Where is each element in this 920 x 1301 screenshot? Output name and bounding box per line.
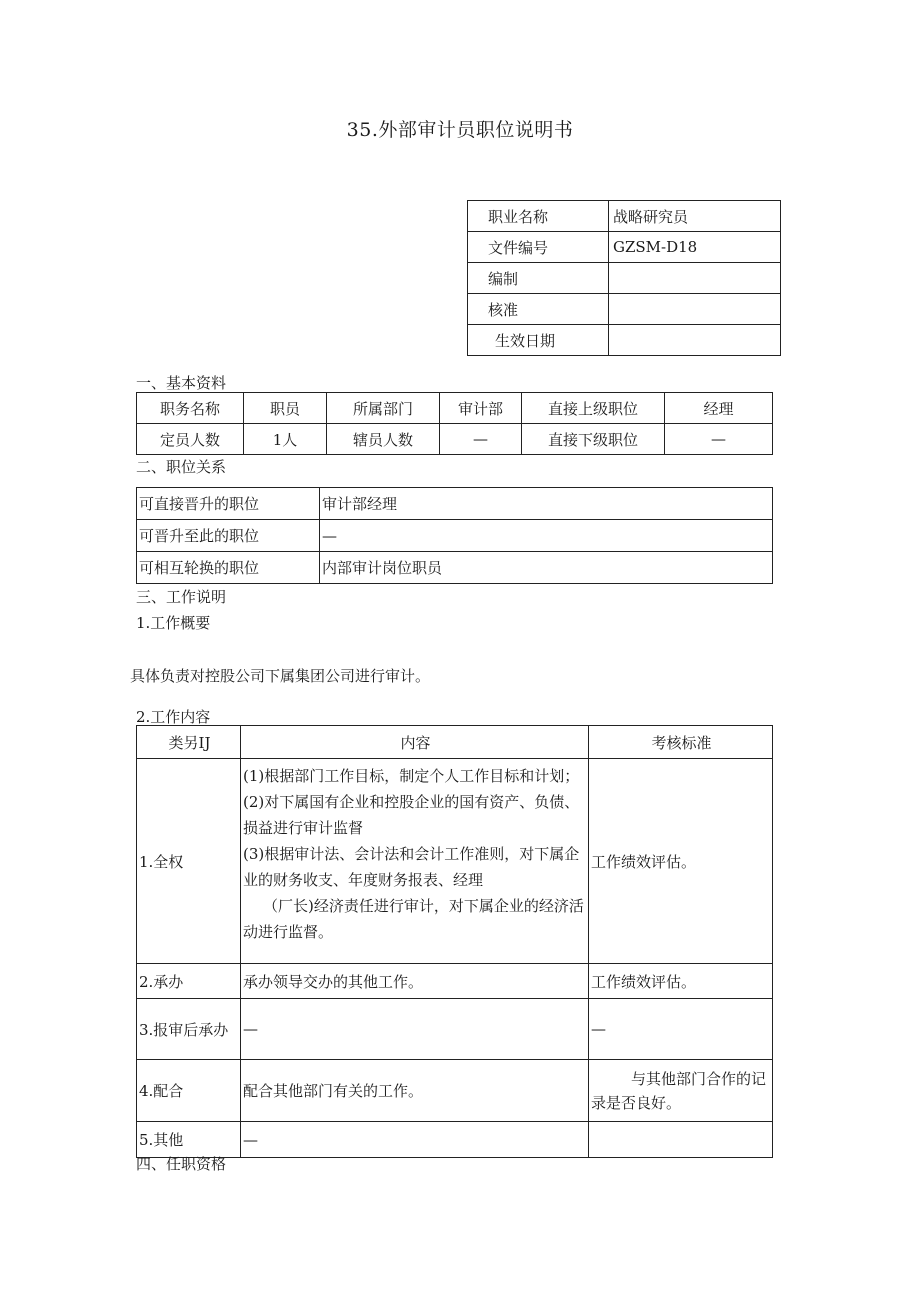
table-cell: —	[665, 424, 773, 455]
work-content: 配合其他部门有关的工作。	[241, 1060, 589, 1122]
meta-row	[468, 201, 781, 232]
document-meta-table	[467, 200, 781, 356]
column-header: 考核标准	[589, 726, 773, 759]
work-category: 1.全权	[137, 759, 241, 964]
work-content	[241, 759, 589, 964]
work-content-table	[136, 725, 773, 1158]
section-basic-info: 一、基本资料	[136, 374, 227, 392]
meta-row	[468, 294, 781, 325]
column-header: 内容	[241, 726, 589, 759]
table-cell: 辖员人数	[327, 424, 440, 455]
meta-label: 核准	[468, 294, 609, 325]
meta-label: 文件编号	[468, 232, 609, 263]
table-cell: 职员	[244, 393, 327, 424]
position-relations-table	[136, 487, 773, 584]
meta-value: 战略研究员	[609, 201, 781, 232]
subsection-work-content: 2.工作内容	[136, 708, 211, 726]
table-cell: 直接下级职位	[522, 424, 665, 455]
table-row	[137, 520, 773, 552]
work-category: 3.报审后承办	[137, 999, 241, 1060]
meta-value: GZSM-D18	[609, 232, 781, 263]
work-category: 4.配合	[137, 1060, 241, 1122]
work-content: —	[241, 1122, 589, 1158]
content-line: （厂长)经济责任进行审计，对下属企业的经济活	[263, 897, 584, 915]
work-standard: 工作绩效评估。	[589, 759, 773, 964]
table-row	[137, 1060, 773, 1122]
meta-value	[609, 325, 781, 356]
standard-line: 与其他部门合作的记	[631, 1069, 767, 1088]
work-category: 2.承办	[137, 964, 241, 999]
meta-row	[468, 263, 781, 294]
work-summary-text: 具体负责对控股公司下属集团公司进行审计。	[130, 667, 431, 685]
content-line: 损益进行审计监督	[243, 819, 364, 837]
table-cell: 定员人数	[137, 424, 244, 455]
table-row	[137, 552, 773, 584]
content-line: 动进行监督。	[243, 923, 334, 941]
work-content: 承办领导交办的其他工作。	[241, 964, 589, 999]
table-cell: 直接上级职位	[522, 393, 665, 424]
table-cell: —	[440, 424, 522, 455]
work-category: 5.其他	[137, 1122, 241, 1158]
section-work-description: 三、工作说明	[136, 588, 227, 606]
work-content: —	[241, 999, 589, 1060]
meta-value	[609, 263, 781, 294]
content-line: (2)对下属国有企业和控股企业的国有资产、负债、	[243, 793, 580, 811]
section-qualifications: 四、任职资格	[136, 1155, 227, 1173]
table-cell: 1人	[244, 424, 327, 455]
content-line: (1)根据部门工作目标，制定个人工作目标和计划；	[243, 767, 580, 785]
meta-value	[609, 294, 781, 325]
meta-label: 生效日期	[468, 325, 609, 356]
standard-line: 录是否良好。	[591, 1093, 682, 1112]
relation-value: 内部审计岗位职员	[320, 552, 773, 584]
section-position-relations: 二、职位关系	[136, 458, 227, 476]
page-title: 35.外部审计员职位说明书	[346, 119, 574, 141]
table-row	[137, 1122, 773, 1158]
relation-value: 审计部经理	[320, 488, 773, 520]
table-row	[137, 424, 773, 455]
meta-label: 编制	[468, 263, 609, 294]
work-standard	[589, 1122, 773, 1158]
content-line: 业的财务收支、年度财务报表、经理	[243, 871, 484, 889]
relation-value: —	[320, 520, 773, 552]
table-row	[137, 393, 773, 424]
work-standard: —	[589, 999, 773, 1060]
basic-info-table	[136, 392, 773, 455]
work-standard	[589, 1060, 773, 1122]
column-header: 类另IJ	[137, 726, 241, 759]
table-header-row	[137, 726, 773, 759]
table-row	[137, 999, 773, 1060]
table-cell: 审计部	[440, 393, 522, 424]
subsection-work-summary: 1.工作概要	[136, 614, 211, 632]
table-cell: 职务名称	[137, 393, 244, 424]
meta-label: 职业名称	[468, 201, 609, 232]
meta-row	[468, 232, 781, 263]
table-row	[137, 964, 773, 999]
table-row	[137, 759, 773, 964]
relation-label: 可相互轮换的职位	[137, 552, 320, 584]
content-line: (3)根据审计法、会计法和会计工作准则，对下属企	[243, 845, 580, 863]
table-cell: 所属部门	[327, 393, 440, 424]
relation-label: 可直接晋升的职位	[137, 488, 320, 520]
meta-row	[468, 325, 781, 356]
table-cell: 经理	[665, 393, 773, 424]
work-standard: 工作绩效评估。	[589, 964, 773, 999]
table-row	[137, 488, 773, 520]
relation-label: 可晋升至此的职位	[137, 520, 320, 552]
